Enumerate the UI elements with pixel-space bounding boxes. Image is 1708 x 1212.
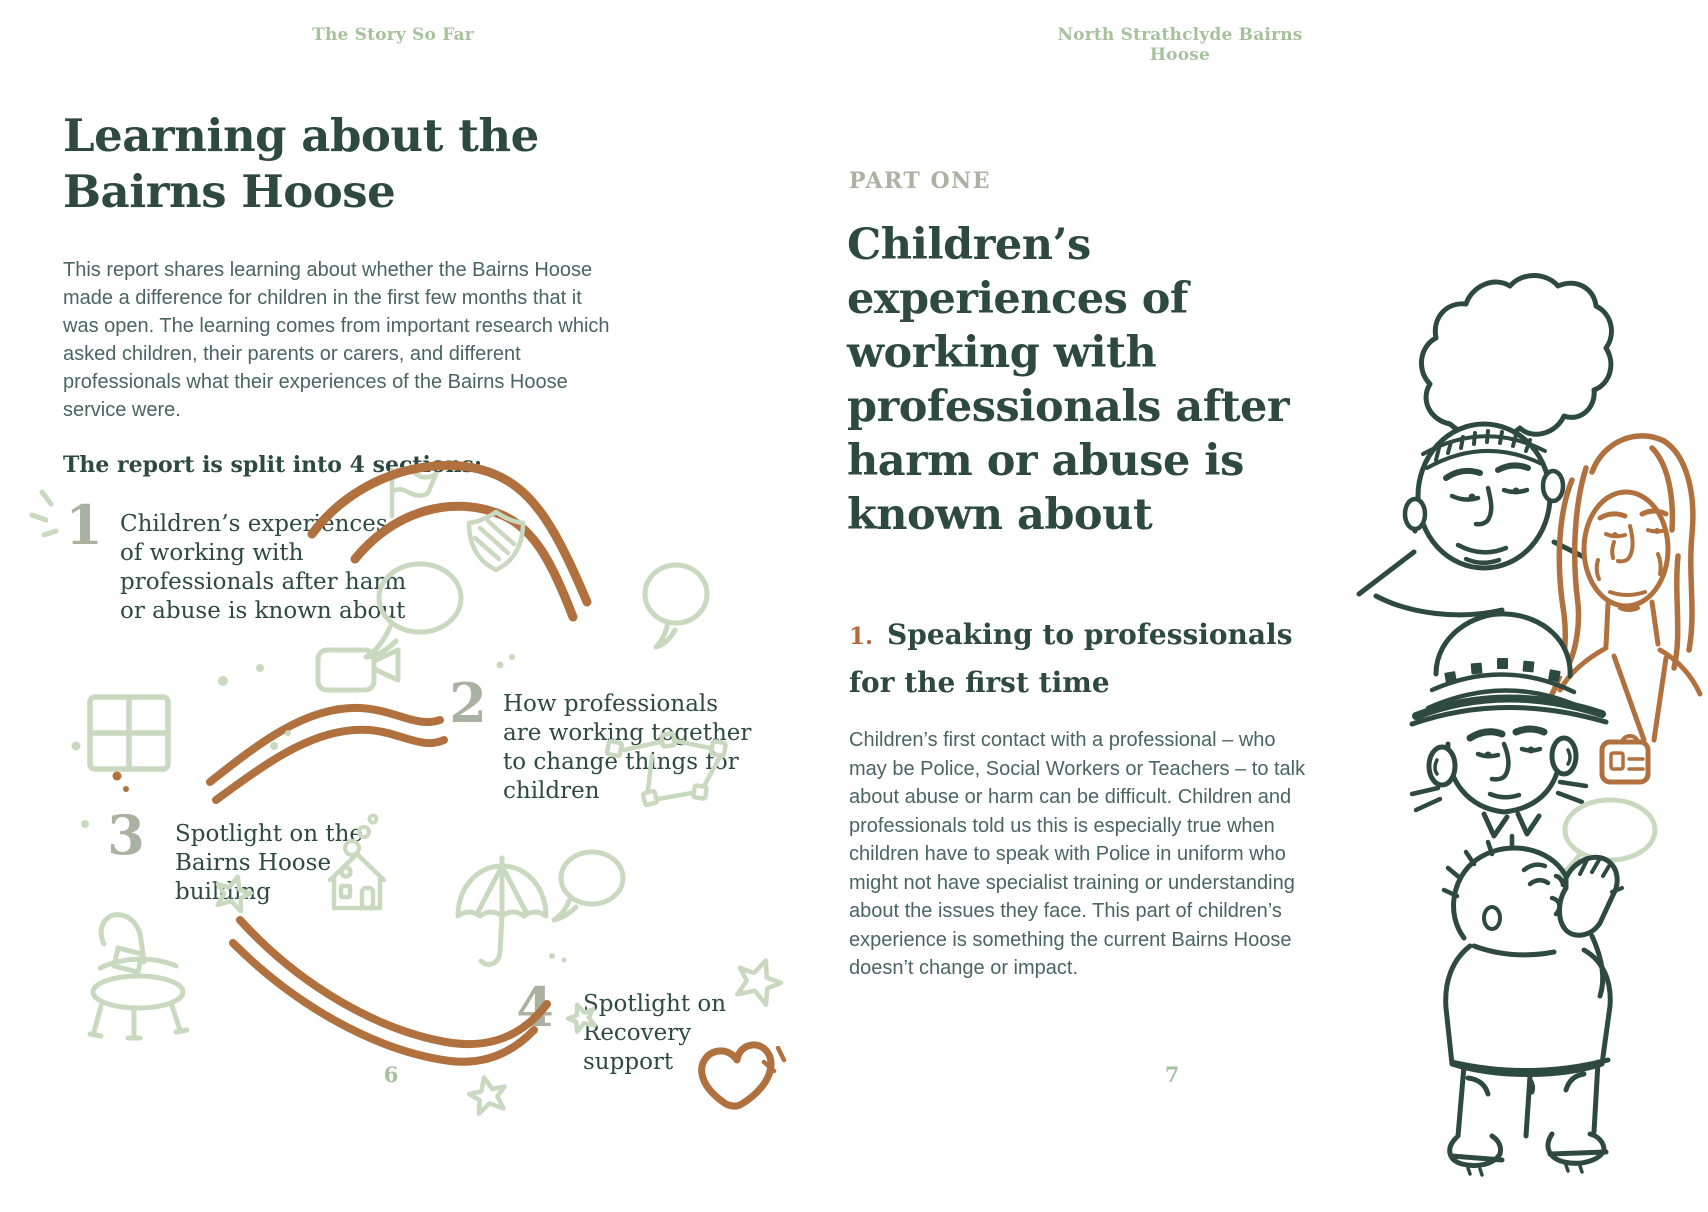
- sections-heading: The report is split into 4 sections:: [63, 452, 483, 478]
- section-label: Spotlight on Recovery support: [583, 991, 727, 1075]
- star-icon: [466, 1074, 508, 1115]
- speech-bubble-icon: [366, 564, 461, 657]
- right-page: [847, 0, 1708, 1212]
- section-label: How professionals are working together to change things for children: [503, 691, 752, 804]
- boy-shouting-illustration: [1444, 836, 1622, 1175]
- section-number: 3: [107, 803, 145, 867]
- constellation-icon: [607, 733, 726, 805]
- speech-bubble-icon: [554, 852, 623, 920]
- title-line: professionals after: [847, 382, 1290, 432]
- body-paragraph: Children’s first contact with a professional – who may be Police, Social Workers or Teachers – to talk about abuse or harm can be difficult. Children and professionals told us this is especially true when children have to speak with Police in uniform who might not have specialist training or understanding about the issues they face. This part of children’s experience is something the current Bairns Hoose doesn’t change or impact.: [849, 729, 1306, 979]
- title-line: Bairns Hoose: [63, 165, 396, 218]
- armchair-icon: [90, 915, 187, 1038]
- section-label: Children’s experiences of working with professionals after harm or abuse is known about: [120, 511, 407, 624]
- intro-paragraph: This report shares learning about whether the Bairns Hoose made a difference for children in the first few months that it was open. The learning comes from important research which asked children, their parents or carers, and different professionals what their experiences of the Bairns Hoose service were.: [63, 259, 610, 421]
- window-icon: [90, 697, 168, 769]
- hill-lines: [312, 465, 587, 617]
- title-line: working with: [847, 328, 1157, 378]
- title-line: experiences of: [847, 274, 1188, 324]
- section-number: 1: [65, 493, 103, 557]
- heart-icon: [702, 1045, 771, 1106]
- title-line: harm or abuse is: [847, 436, 1244, 486]
- section-number: 4: [516, 975, 554, 1039]
- subsection-title: Speaking to professionals for the first time: [849, 618, 1293, 699]
- video-camera-icon: [318, 650, 398, 690]
- title-line: Learning about the: [63, 109, 539, 162]
- left-page-number: 6: [383, 1062, 399, 1087]
- star-icon: [731, 953, 786, 1007]
- left-running-header: The Story So Far: [312, 25, 474, 45]
- section-label: Spotlight on the Bairns Hoose building: [175, 821, 364, 905]
- speech-bubble-icon: [645, 565, 707, 647]
- part-kicker: PART ONE: [849, 168, 991, 194]
- dot-accents: [72, 654, 567, 963]
- right-running-header: North Strathclyde Bairns Hoose: [1057, 25, 1303, 65]
- illustration-layer: [854, 0, 1708, 1212]
- title-line: Children’s: [847, 220, 1091, 270]
- id-badge-icon: [1602, 736, 1648, 782]
- section-number: 2: [449, 671, 487, 735]
- wave-lines: [210, 708, 444, 800]
- subsection-number: 1.: [849, 623, 874, 650]
- star-icon: [565, 1000, 599, 1033]
- title-line: known about: [847, 490, 1153, 540]
- umbrella-icon: [458, 858, 546, 964]
- sparkle-icon: [32, 492, 56, 535]
- star-icon: [213, 872, 254, 912]
- shield-icon: [469, 512, 523, 570]
- woman-long-hair-illustration: [1552, 436, 1700, 740]
- bubble-trail-icon: [345, 816, 377, 856]
- right-page-number: 7: [1164, 1062, 1180, 1087]
- house-icon: [330, 854, 384, 908]
